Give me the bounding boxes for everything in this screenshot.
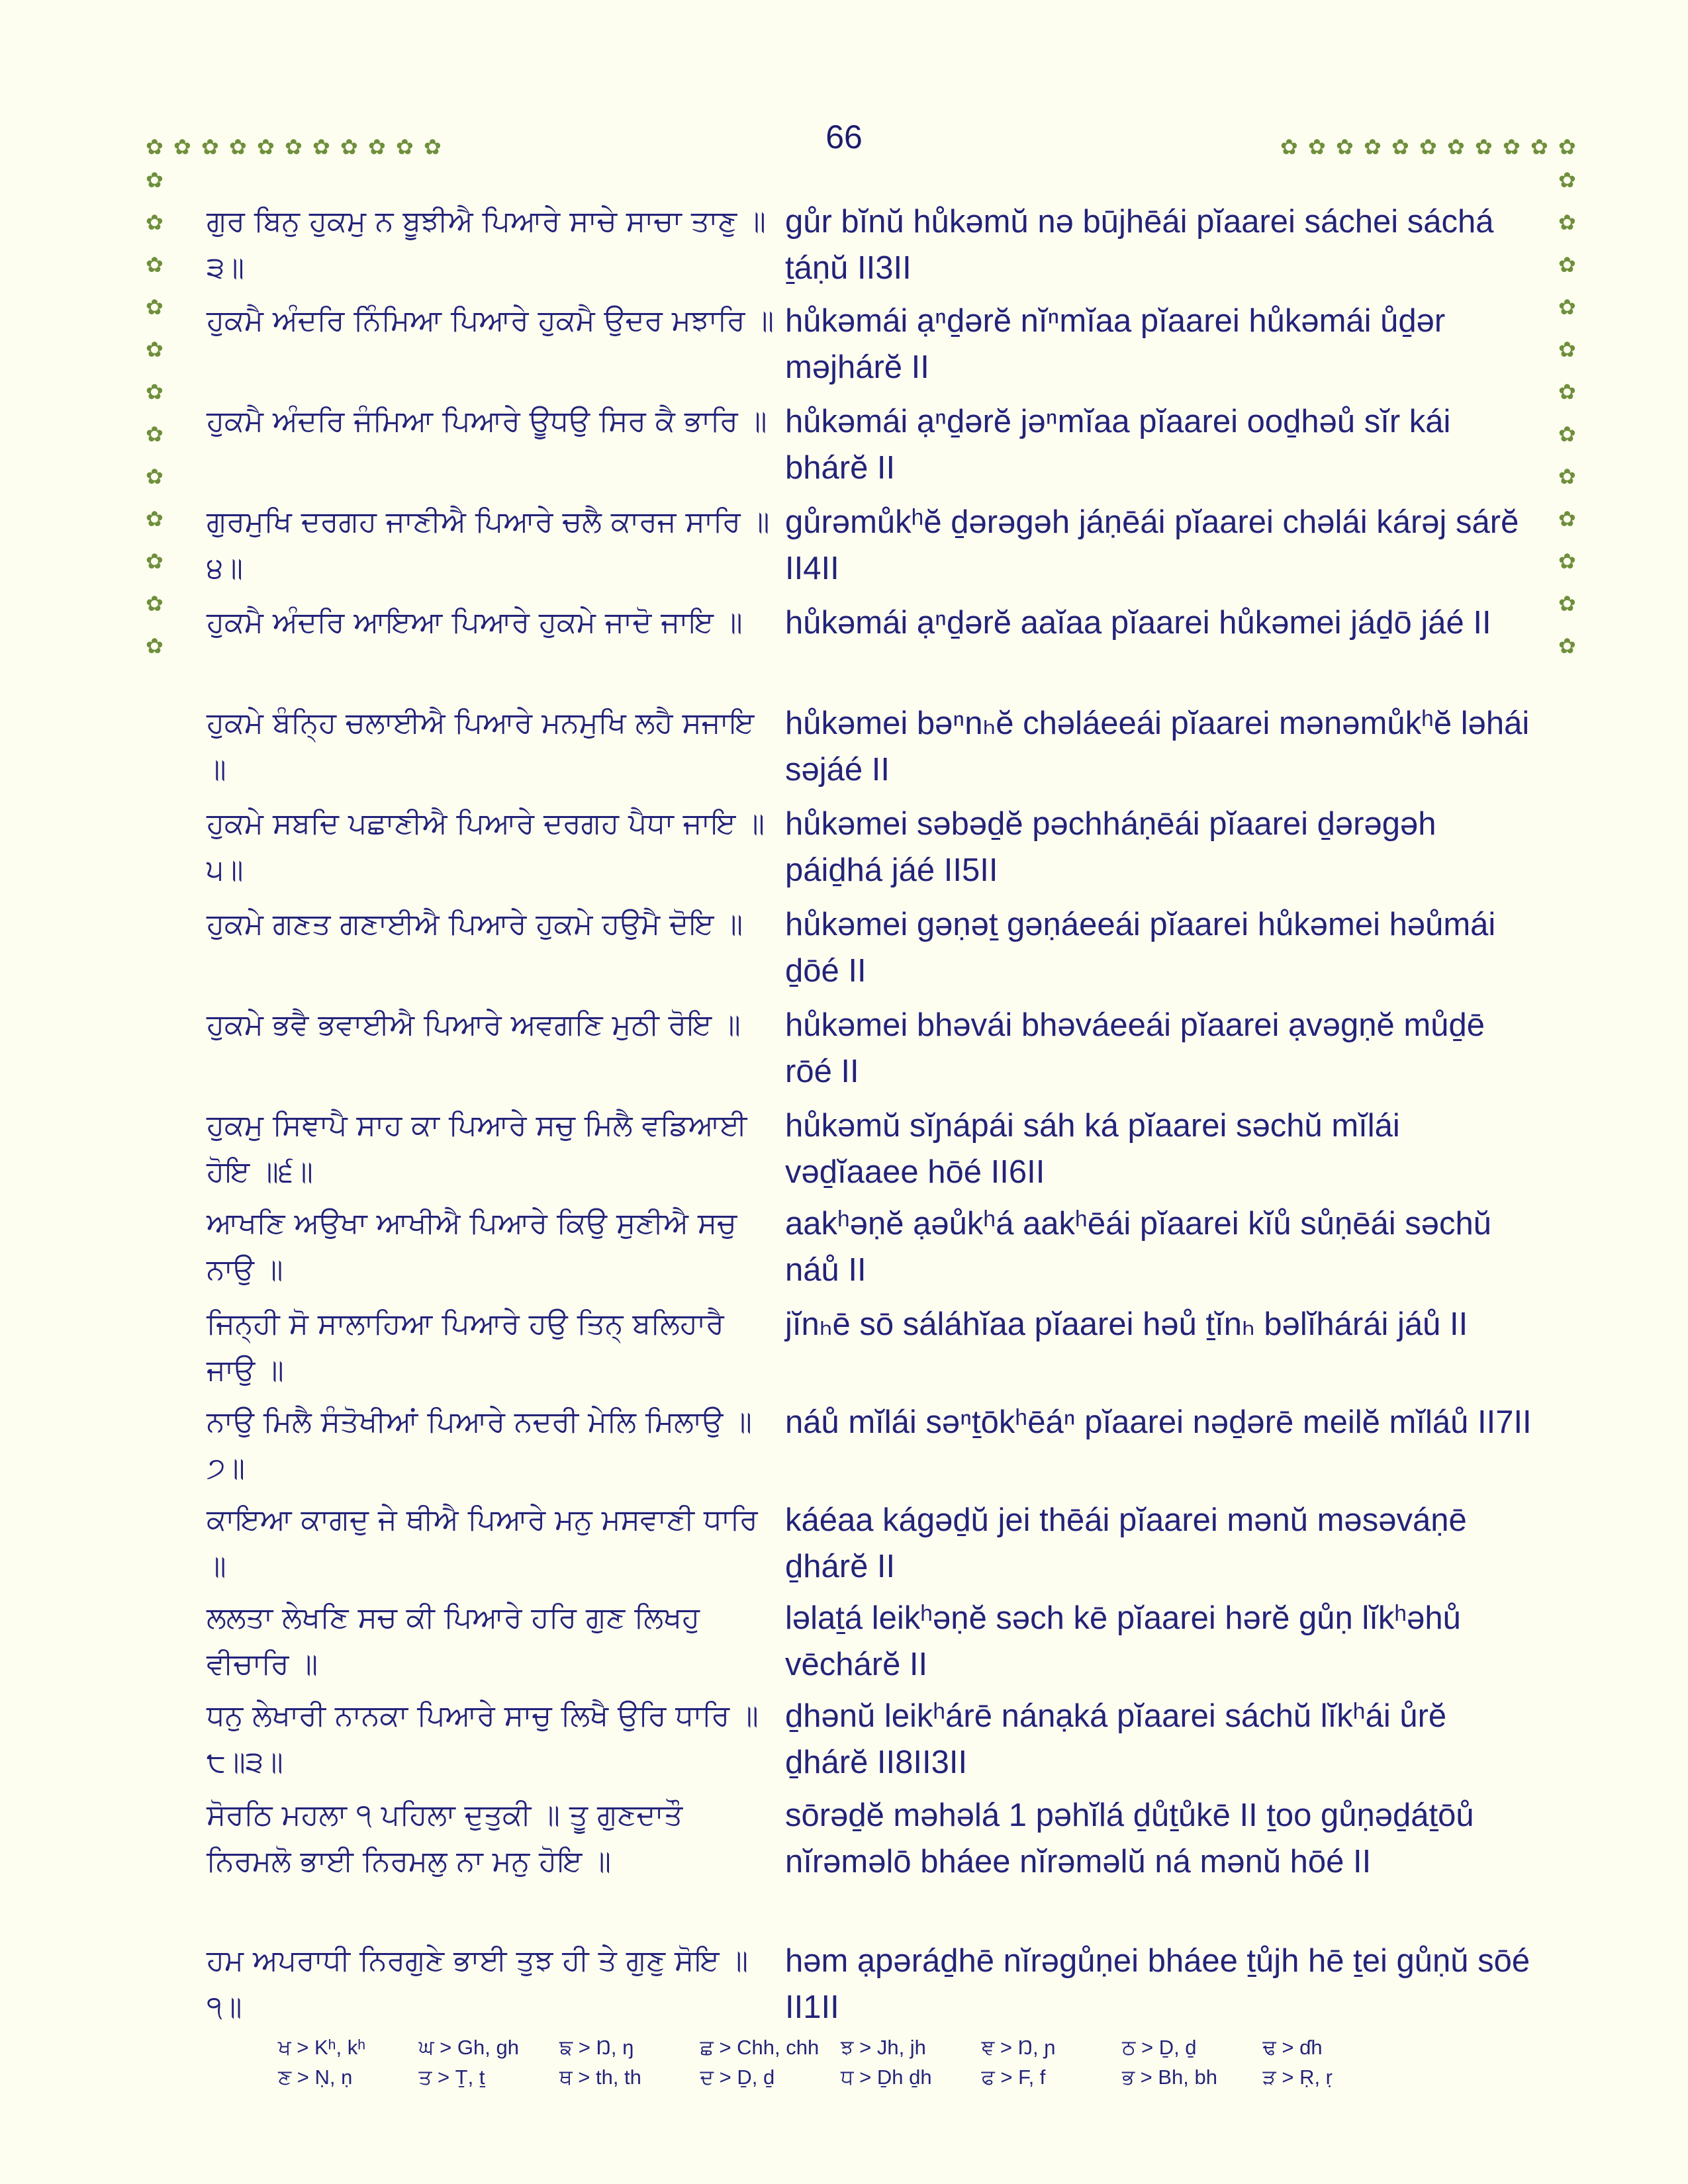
gurmukhi-text: ਹੁਕਮੈ ਅੰਦਰਿ ਆਇਆ ਪਿਆਰੇ ਹੁਕਮੇ ਜਾਦੋ ਜਾਇ ॥ xyxy=(207,606,743,639)
flower-ornament-icon: ✿ xyxy=(1503,134,1521,159)
transliteration-text: hůkəmái ạⁿḏərĕ jəⁿmĭaa pĭaarei ooḏhəů sĭr kái bhárĕ II xyxy=(785,404,1451,486)
transliteration-text: ḏhənŭ leikʰárē nánạká pĭaarei sáchŭ lĭkʰái ůrĕ ḏhárĕ II8II3II xyxy=(785,1698,1447,1780)
legend-item: ਭ > Bh, bh xyxy=(1122,2066,1217,2089)
verse-row xyxy=(0,1693,1688,1792)
transliteration-text: gůrəmůkʰĕ ḏərəgəh jáṇēái pĭaarei chəlái kárəj sárĕ II4II xyxy=(785,504,1519,586)
transliteration-legend xyxy=(278,2036,1403,2090)
flower-ornament-icon: ✿ xyxy=(1558,134,1576,159)
transliteration-text: hůkəmei bəⁿnₕĕ chəláeeái pĭaarei mənəmůkʰĕ ləhái səjáé II xyxy=(785,705,1530,788)
flower-ornament-icon: ✿ xyxy=(201,134,219,159)
flower-ornament-icon: ✿ xyxy=(146,422,164,447)
gurmukhi-text: ਸੋਰਠਿ ਮਹਲਾ ੧ ਪਹਿਲਾ ਦੁਤੁਕੀ ॥ ਤੂ ਗੁਣਦਾਤੌ ਨਿਰਮਲੋ ਭਾਈ ਨਿਰਮਲੁ ਨਾ ਮਨੁ ਹੋਇ ॥ xyxy=(207,1798,683,1878)
verse-row xyxy=(0,1201,1688,1301)
gurmukhi-text: ਕਾਇਆ ਕਾਗਦੁ ਜੇ ਥੀਐ ਪਿਆਰੇ ਮਨੁ ਮਸਵਾਣੀ ਧਾਰਿ ॥ xyxy=(207,1503,758,1583)
verse-row xyxy=(0,901,1688,1002)
flower-ornament-icon: ✿ xyxy=(1391,134,1409,159)
legend-item: ਛ > Chh, chh xyxy=(700,2036,820,2059)
flower-ornament-icon: ✿ xyxy=(146,379,164,404)
gurmukhi-text: ਹੁਕਮੁ ਸਿਞਾਪੈ ਸਾਹ ਕਾ ਪਿਆਰੇ ਸਚੁ ਮਿਲੈ ਵਡਿਆਈ ਹੋਇ ॥੬॥ xyxy=(207,1109,747,1189)
transliteration-text: hůkəmei səbəḏĕ pəchháṇēái pĭaarei ḏərəgəh páiḏhá jáé II5II xyxy=(785,806,1436,888)
flower-ornament-icon: ✿ xyxy=(1558,506,1576,531)
gurmukhi-text: ਲਲਤਾ ਲੇਖਣਿ ਸਚ ਕੀ ਪਿਆਰੇ ਹਰਿ ਗੁਣ ਲਿਖਹੁ ਵੀਚਾਰਿ ॥ xyxy=(207,1601,700,1681)
flower-ornament-icon: ✿ xyxy=(146,591,164,616)
gurmukhi-text: ਆਖਣਿ ਅਉਖਾ ਆਖੀਐ ਪਿਆਰੇ ਕਿਉ ਸੁਣੀਐ ਸਚੁ ਨਾਉ ॥ xyxy=(207,1206,737,1287)
flower-ornament-icon: ✿ xyxy=(1558,422,1576,447)
verse-row xyxy=(0,1497,1688,1595)
legend-item: ਣ > Ṇ, ṇ xyxy=(278,2066,353,2089)
legend-item: ਫ > F, f xyxy=(981,2066,1046,2089)
verse-row xyxy=(0,1002,1688,1103)
gurmukhi-text: ਹੁਕਮੇ ਭਵੈ ਭਵਾਈਐ ਪਿਆਰੇ ਅਵਗਣਿ ਮੁਠੀ ਰੋਇ ॥ xyxy=(207,1008,741,1042)
gurmukhi-text: ਨਾਉ ਮਿਲੈ ਸੰਤੋਖੀਆਂ ਪਿਆਰੇ ਨਦਰੀ ਮੇਲਿ ਮਿਲਾਉ ॥੭॥ xyxy=(207,1405,752,1485)
flower-ornament-icon: ✿ xyxy=(1558,633,1576,659)
flower-ornament-icon: ✿ xyxy=(146,210,164,235)
transliteration-text: hůkəmái ạⁿḏərĕ aaĭaa pĭaarei hůkəmei jáḏō jáé II xyxy=(785,605,1491,641)
verse-row xyxy=(0,199,1688,298)
flower-ornament-icon: ✿ xyxy=(340,134,358,159)
legend-item: ਧ > Ḏh ḏh xyxy=(841,2066,932,2089)
verse-row xyxy=(0,1595,1688,1693)
legend-item: ਖ > Kʰ, kʰ xyxy=(278,2036,366,2059)
flower-ornament-icon: ✿ xyxy=(312,134,330,159)
transliteration-text: gůr bĭnŭ hůkəmŭ nə būjhēái pĭaarei sáchei sáchá ṯáṇŭ II3II xyxy=(785,204,1494,286)
transliteration-text: aakʰəṇĕ ạəůkʰá aakʰēái pĭaarei kĭů sůṇēái səchŭ náů II xyxy=(785,1206,1492,1288)
flower-ornament-icon: ✿ xyxy=(1558,591,1576,616)
gurmukhi-text: ਹਮ ਅਪਰਾਧੀ ਨਿਰਗੁਣੇ ਭਾਈ ਤੁਝ ਹੀ ਤੇ ਗੁਣੁ ਸੋਇ ॥੧॥ xyxy=(207,1944,749,2024)
flower-ornament-icon: ✿ xyxy=(396,134,414,159)
flower-ornament-icon: ✿ xyxy=(1308,134,1326,159)
flower-ornament-icon: ✿ xyxy=(146,337,164,362)
transliteration-text: hůkəmái ạⁿḏərĕ nĭⁿmĭaa pĭaarei hůkəmái ůḏər məjhárĕ II xyxy=(785,303,1446,385)
legend-item: ਢ > ɗh xyxy=(1262,2036,1323,2059)
transliteration-text: hůkəmei gəṇəṯ gəṇáeeái pĭaarei hůkəmei həůmái ḏōé II xyxy=(785,907,1496,989)
verse-row xyxy=(0,1103,1688,1201)
verse-row xyxy=(0,1301,1688,1399)
transliteration-text: sōrəḏĕ məhəlá 1 pəhĭlá ḏůṯůkē II ṯoo gůṇəḏáṯōů nĭrəməlō bháee nĭrəməlŭ ná mənŭ hōé II xyxy=(785,1797,1474,1880)
flower-ornament-icon: ✿ xyxy=(146,549,164,574)
legend-item: ਤ > Ṯ, ṯ xyxy=(418,2066,485,2089)
verse-list xyxy=(0,199,1688,2030)
flower-ornament-icon: ✿ xyxy=(1419,134,1437,159)
legend-item: ਘ > Gh, gh xyxy=(418,2036,519,2059)
flower-ornament-icon: ✿ xyxy=(1475,134,1493,159)
gurmukhi-text: ਹੁਕਮੈ ਅੰਦਰਿ ਨਿੰਮਿਆ ਪਿਆਰੇ ਹੁਕਮੈ ਉਦਰ ਮਝਾਰਿ ॥ xyxy=(207,304,774,338)
flower-ornament-icon: ✿ xyxy=(1336,134,1354,159)
flower-ornament-icon: ✿ xyxy=(285,134,303,159)
flower-ornament-icon: ✿ xyxy=(1558,379,1576,404)
verse-row xyxy=(0,1399,1688,1497)
legend-item: ੜ > Ṛ, ṛ xyxy=(1262,2066,1333,2089)
gurmukhi-text: ਗੁਰ ਬਿਨੁ ਹੁਕਮੁ ਨ ਬੂਝੀਐ ਪਿਆਰੇ ਸਾਚੇ ਸਾਚਾ ਤਾਣੁ ॥੩॥ xyxy=(207,205,766,285)
verse-row xyxy=(0,295,1688,398)
verse-row xyxy=(0,1792,1688,1938)
gurmukhi-text: ਹੁਕਮੇ ਗਣਤ ਗਣਾਈਐ ਪਿਆਰੇ ਹੁਕਮੇ ਹਉਮੈ ਦੋਇ ॥ xyxy=(207,907,743,941)
flower-ornament-icon: ✿ xyxy=(1364,134,1382,159)
transliteration-text: hůkəmŭ sĭɲápái sáh ká pĭaarei səchŭ mĭlái vəḏĭaaee hōé II6II xyxy=(785,1108,1400,1190)
transliteration-text: náů mĭlái səⁿṯōkʰēáⁿ pĭaarei nəḏərē meilĕ mĭláů II7II xyxy=(785,1404,1532,1440)
flower-ornament-icon: ✿ xyxy=(257,134,275,159)
verse-row xyxy=(0,1938,1688,2030)
flower-ornament-icon: ✿ xyxy=(1558,295,1576,320)
gurmukhi-text: ਗੁਰਮੁਖਿ ਦਰਗਹ ਜਾਣੀਐ ਪਿਆਰੇ ਚਲੈ ਕਾਰਜ ਸਾਰਿ ॥੪॥ xyxy=(207,505,770,585)
verse-row xyxy=(0,700,1688,801)
legend-item: ਥ > th, th xyxy=(559,2066,641,2089)
flower-ornament-icon: ✿ xyxy=(146,633,164,659)
flower-ornament-icon: ✿ xyxy=(1280,134,1298,159)
transliteration-text: hůkəmei bhəvái bhəváeeái pĭaarei ạvəgṇĕ můḏē rōé II xyxy=(785,1007,1485,1089)
flower-ornament-icon: ✿ xyxy=(368,134,386,159)
legend-item: ਞ > Ŋ, ɲ xyxy=(981,2036,1056,2059)
flower-ornament-icon: ✿ xyxy=(146,167,164,193)
flower-ornament-icon: ✿ xyxy=(146,134,164,159)
legend-item: ਙ > Ŋ, ŋ xyxy=(559,2036,634,2059)
verse-row xyxy=(0,801,1688,901)
gurmukhi-text: ਹੁਕਮੈ ਅੰਦਰਿ ਜੰਮਿਆ ਪਿਆਰੇ ਊਧਉ ਸਿਰ ਕੈ ਭਾਰਿ ॥ xyxy=(207,404,767,438)
page-number: 66 xyxy=(825,118,863,156)
transliteration-text: káéaa kágəḏŭ jei thēái pĭaarei mənŭ məsəváṇē ḏhárĕ II xyxy=(785,1502,1467,1584)
legend-item: ਠ > Ḏ, ḏ xyxy=(1122,2036,1197,2059)
flower-ornament-icon: ✿ xyxy=(229,134,247,159)
verse-row xyxy=(0,600,1688,700)
flower-ornament-icon: ✿ xyxy=(146,252,164,277)
gurmukhi-text: ਧਨੁ ਲੇਖਾਰੀ ਨਾਨਕਾ ਪਿਆਰੇ ਸਾਚੁ ਲਿਖੈ ਉਰਿ ਧਾਰਿ ॥੮॥੩॥ xyxy=(207,1699,759,1779)
flower-ornament-icon: ✿ xyxy=(146,295,164,320)
gurmukhi-text: ਹੁਕਮੇ ਸਬਦਿ ਪਛਾਣੀਐ ਪਿਆਰੇ ਦਰਗਹ ਪੈਧਾ ਜਾਇ ॥੫॥ xyxy=(207,807,765,887)
flower-ornament-icon: ✿ xyxy=(1447,134,1465,159)
legend-item: ਝ > Jh, jh xyxy=(841,2036,926,2059)
flower-ornament-icon: ✿ xyxy=(146,464,164,489)
flower-ornament-icon: ✿ xyxy=(1530,134,1548,159)
verse-row xyxy=(0,499,1688,600)
flower-ornament-icon: ✿ xyxy=(146,506,164,531)
flower-ornament-icon: ✿ xyxy=(173,134,191,159)
flower-ornament-icon: ✿ xyxy=(424,134,442,159)
transliteration-text: ləlaṯá leikʰəṇĕ səch kē pĭaarei hərĕ gůṇ lĭkʰəhů vēchárĕ II xyxy=(785,1600,1461,1682)
transliteration-text: həm ạpəráḏhē nĭrəgůṇei bháee ṯůjh hē ṯei gůṇŭ sōé II1II xyxy=(785,1943,1530,2025)
gurmukhi-text: ਜਿਨ੍ਹੀ ਸੋ ਸਾਲਾਹਿਆ ਪਿਆਰੇ ਹਉ ਤਿਨ੍ ਬਲਿਹਾਰੈ ਜਾਉ ॥ xyxy=(207,1307,724,1387)
verse-row xyxy=(0,398,1688,499)
flower-ornament-icon: ✿ xyxy=(1558,337,1576,362)
transliteration-text: jĭnₕē sō sáláhĭaa pĭaarei həů ṯĭnₕ bəlĭhárái jáů II xyxy=(785,1306,1468,1342)
flower-ornament-icon: ✿ xyxy=(1558,210,1576,235)
flower-ornament-icon: ✿ xyxy=(1558,549,1576,574)
gurmukhi-text: ਹੁਕਮੇ ਬੰਨ੍ਹਿ ਚਲਾਈਐ ਪਿਆਰੇ ਮਨਮੁਖਿ ਲਹੈ ਸਜਾਇ ॥ xyxy=(207,706,755,786)
flower-ornament-icon: ✿ xyxy=(1558,252,1576,277)
flower-ornament-icon: ✿ xyxy=(1558,167,1576,193)
flower-ornament-icon: ✿ xyxy=(1558,464,1576,489)
legend-item: ਦ > Ḏ, ḏ xyxy=(700,2066,775,2089)
